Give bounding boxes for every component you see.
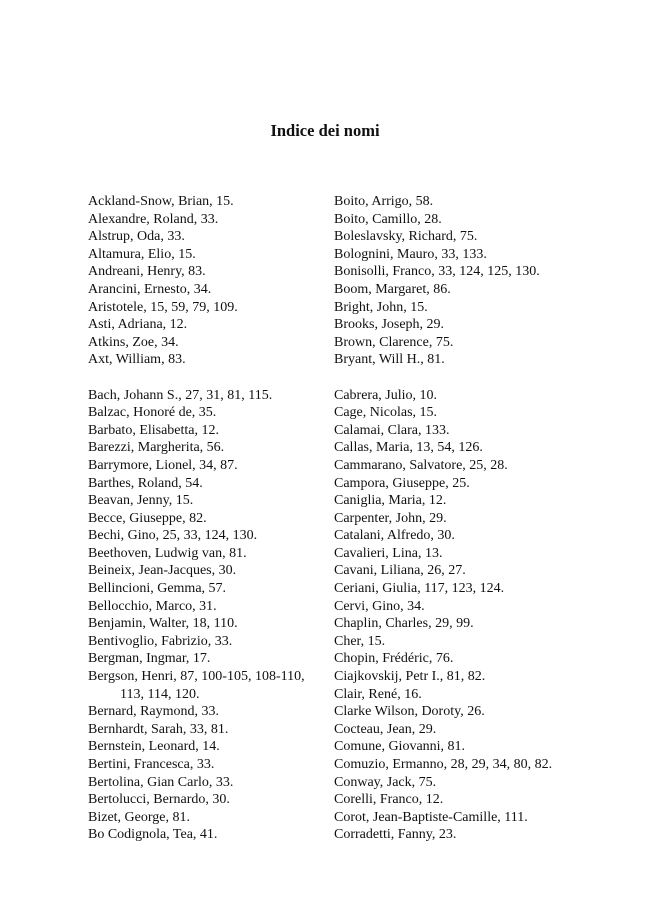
index-entry: Bonisolli, Franco, 33, 124, 125, 130. xyxy=(334,264,540,280)
index-entry-continuation: 113, 114, 120. xyxy=(120,686,200,702)
index-entry: Bergman, Ingmar, 17. xyxy=(88,651,211,667)
index-entry: Conway, Jack, 75. xyxy=(334,774,437,790)
index-entry: Andreani, Henry, 83. xyxy=(88,264,206,280)
index-entry: Barbato, Elisabetta, 12. xyxy=(88,422,220,438)
index-entry: Cavalieri, Lina, 13. xyxy=(334,545,443,561)
index-entry: Bright, John, 15. xyxy=(334,299,428,315)
index-entry: Ceriani, Giulia, 117, 123, 124. xyxy=(334,581,505,597)
index-entry: Bellincioni, Gemma, 57. xyxy=(88,581,227,597)
index-entry: Bach, Johann S., 27, 31, 81, 115. xyxy=(88,387,273,403)
index-entry: Cher, 15. xyxy=(334,633,386,649)
index-entry: Campora, Giuseppe, 25. xyxy=(334,475,470,491)
index-entry: Bernhardt, Sarah, 33, 81. xyxy=(88,721,229,737)
index-entry: Comuzio, Ermanno, 28, 29, 34, 80, 82. xyxy=(334,757,553,772)
index-entry: Beethoven, Ludwig van, 81. xyxy=(88,545,247,561)
index-entry: Brooks, Joseph, 29. xyxy=(334,317,445,333)
index-entry: Becce, Giuseppe, 82. xyxy=(88,510,207,526)
right-column xyxy=(334,193,634,844)
index-entry: Bertini, Francesca, 33. xyxy=(88,757,215,772)
index-entry: Cage, Nicolas, 15. xyxy=(334,405,438,421)
index-entry: Aristotele, 15, 59, 79, 109. xyxy=(88,299,238,315)
index-entry: Boom, Margaret, 86. xyxy=(334,281,451,297)
index-entry: Benjamin, Walter, 18, 110. xyxy=(88,616,238,632)
index-group-b-list-cont xyxy=(88,703,328,844)
index-entry: Bernstein, Leonard, 14. xyxy=(88,739,220,755)
index-entry: Comune, Giovanni, 81. xyxy=(334,739,466,755)
index-entry: Bryant, Will H., 81. xyxy=(334,352,445,368)
index-entry: Balzac, Honoré de, 35. xyxy=(88,405,217,421)
index-entry: Bellocchio, Marco, 31. xyxy=(88,598,217,614)
index-entry: Corot, Jean-Baptiste-Camille, 111. xyxy=(334,809,528,825)
index-entry: Brown, Clarence, 75. xyxy=(334,334,454,350)
index-entry: Cocteau, Jean, 29. xyxy=(334,721,437,737)
index-entry: Axt, William, 83. xyxy=(88,352,186,368)
index-entry: Alstrup, Oda, 33. xyxy=(88,229,185,245)
page-title: Indice dei nomi xyxy=(270,121,380,140)
index-entry: Bentivoglio, Fabrizio, 33. xyxy=(88,633,233,649)
index-entry: Beineix, Jean-Jacques, 30. xyxy=(88,563,237,579)
index-entry: Cervi, Gino, 34. xyxy=(334,598,425,614)
index-entry: Chopin, Frédéric, 76. xyxy=(334,651,454,667)
index-entry: Bernard, Raymond, 33. xyxy=(88,704,220,720)
index-entry: Boito, Camillo, 28. xyxy=(334,211,442,227)
index-entry: Arancini, Ernesto, 34. xyxy=(88,281,212,297)
index-entry: Beavan, Jenny, 15. xyxy=(88,493,194,509)
left-column xyxy=(88,193,328,844)
index-entry-text: Bergson, Henri, 87, 100-105, 108-110, xyxy=(88,669,305,685)
index-entry: Catalani, Alfredo, 30. xyxy=(334,528,455,544)
index-entry: Boito, Arrigo, 58. xyxy=(334,194,434,209)
index-entry: Bertolina, Gian Carlo, 33. xyxy=(88,774,234,790)
index-entry: Cammarano, Salvatore, 25, 28. xyxy=(334,457,508,473)
index-entry xyxy=(88,668,328,703)
index-entry: Cavani, Liliana, 26, 27. xyxy=(334,563,466,579)
index-entry: Calamai, Clara, 133. xyxy=(334,422,450,438)
index-entry: Ackland-Snow, Brian, 15. xyxy=(88,194,234,209)
index-entry: Barthes, Roland, 54. xyxy=(88,475,203,491)
index-entry: Bolognini, Mauro, 33, 133. xyxy=(334,246,487,262)
index-entry: Boleslavsky, Richard, 75. xyxy=(334,229,478,245)
index-entry: Clair, René, 16. xyxy=(334,686,422,702)
index-entry: Carpenter, John, 29. xyxy=(334,510,447,526)
index-entry: Altamura, Elio, 15. xyxy=(88,246,196,262)
index-entry: Ciajkovskij, Petr I., 81, 82. xyxy=(334,669,486,685)
index-entry: Bizet, George, 81. xyxy=(88,809,190,825)
index-entry: Chaplin, Charles, 29, 99. xyxy=(334,616,474,632)
index-entry: Corradetti, Fanny, 23. xyxy=(334,827,457,843)
index-group-a xyxy=(88,193,328,369)
index-entry: Asti, Adriana, 12. xyxy=(88,317,188,333)
index-entry: Barezzi, Margherita, 56. xyxy=(88,440,225,456)
index-group-c xyxy=(334,387,634,844)
index-entry: Bertolucci, Bernardo, 30. xyxy=(88,792,230,808)
index-entry: Cabrera, Julio, 10. xyxy=(334,387,438,403)
index-entry: Barrymore, Lionel, 34, 87. xyxy=(88,457,238,473)
index-group-b-first xyxy=(88,387,328,844)
index-entry: Callas, Maria, 13, 54, 126. xyxy=(334,440,483,456)
index-entry: Bo Codignola, Tea, 41. xyxy=(88,827,218,843)
index-entry: Corelli, Franco, 12. xyxy=(334,792,444,808)
index-group-b-list xyxy=(88,387,328,669)
index-entry: Caniglia, Maria, 12. xyxy=(334,493,447,509)
index-group-b-second xyxy=(334,193,634,369)
index-entry: Alexandre, Roland, 33. xyxy=(88,211,219,227)
index-entry: Bechi, Gino, 25, 33, 124, 130. xyxy=(88,528,258,544)
index-entry: Clarke Wilson, Doroty, 26. xyxy=(334,704,485,720)
index-entry: Atkins, Zoe, 34. xyxy=(88,334,179,350)
